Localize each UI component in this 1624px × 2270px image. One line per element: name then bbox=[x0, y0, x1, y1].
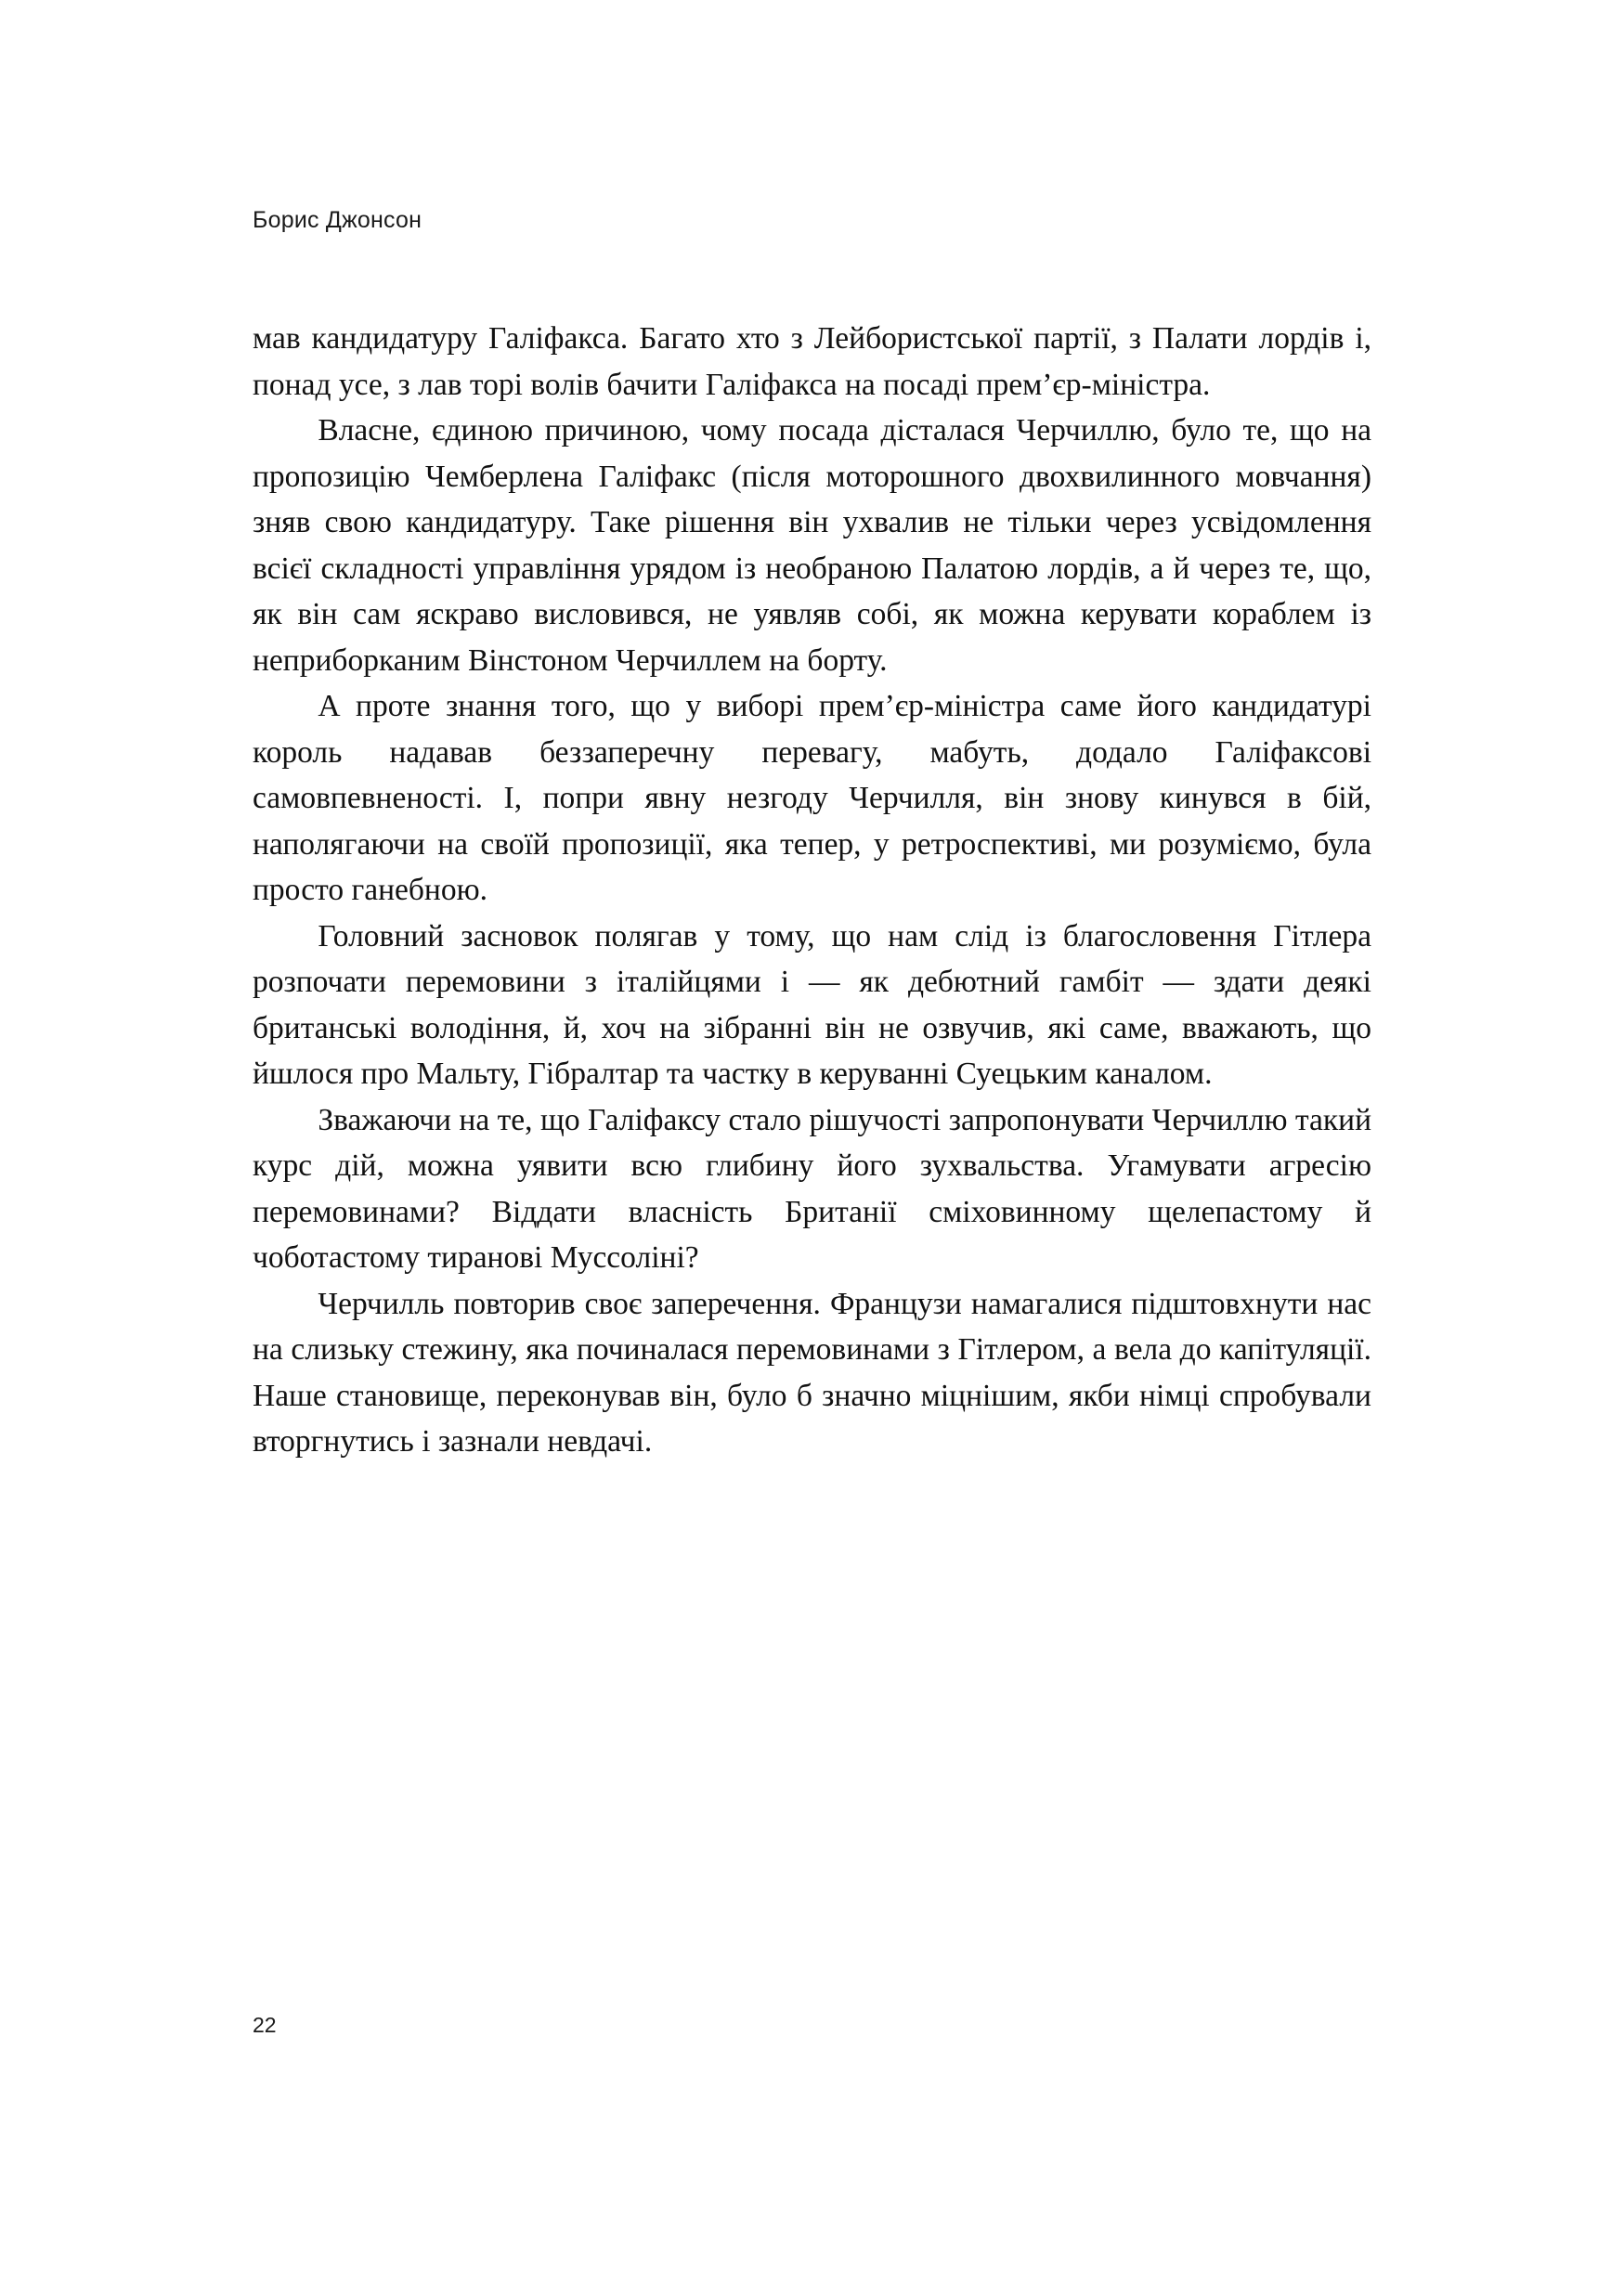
body-text bbox=[253, 316, 1371, 1465]
running-head-author: Борис Джонсон bbox=[253, 207, 422, 233]
paragraph: Зважаючи на те, що Галіфаксу стало рішучості запропонувати Черчиллю такий курс дій, можна уявити всю глибину його зухвальства. Угамувати агресію перемовинами? Віддати власність Британії сміховинному щелепастому й чоботастому тиранові Муссоліні? bbox=[253, 1102, 1371, 1275]
page-number: 22 bbox=[253, 2013, 277, 2037]
paragraph: Черчилль повторив своє заперечення. Французи намагалися підштовхнути нас на слизьку стежину, яка починалася перемовинами з Гітлером, а вела до капітуляції. Наше становище, переконував він, було б значно міцнішим, якби німці спробували вторгнутись і зазнали невдачі. bbox=[253, 1286, 1371, 1459]
paragraph: мав кандидатуру Галіфакса. Багато хто з Лейбористської партії, з Палати лордів і, понад усе, з лав торі волів бачити Галіфакса на посаді прем’єр-міністра. bbox=[253, 321, 1371, 402]
paragraph: А проте знання того, що у виборі прем’єр-міністра саме його кандидатурі король надавав беззаперечну перевагу, мабуть, додало Галіфаксові самовпевненості. І, попри явну незгоду Черчилля, він знову кинувся в бій, наполягаючи на своїй пропозиції, яка тепер, у ретроспективі, ми розуміємо, була просто ганебною. bbox=[253, 689, 1371, 907]
paragraph: Головний засновок полягав у тому, що нам слід із благословення Гітлера розпочати перемовини з італійцями і — як дебютний гамбіт — здати деякі британські володіння, й, хоч на зібранні він не озвучив, які саме, вважають, що йшлося про Мальту, Гібралтар та частку в керуванні Суецьким каналом. bbox=[253, 918, 1371, 1091]
paragraph: Власне, єдиною причиною, чому посада дісталася Черчиллю, було те, що на пропозицію Чемберлена Галіфакс (після моторошного двохвилинного мовчання) зняв свою кандидатуру. Таке рішення він ухвалив не тільки через усвідомлення всієї складності управління урядом із необраною Палатою лордів, а й через те, що, як він сам яскраво висловився, не уявляв собі, як можна керувати кораблем із неприборканим Вінстоном Черчиллем на борту. bbox=[253, 413, 1371, 678]
